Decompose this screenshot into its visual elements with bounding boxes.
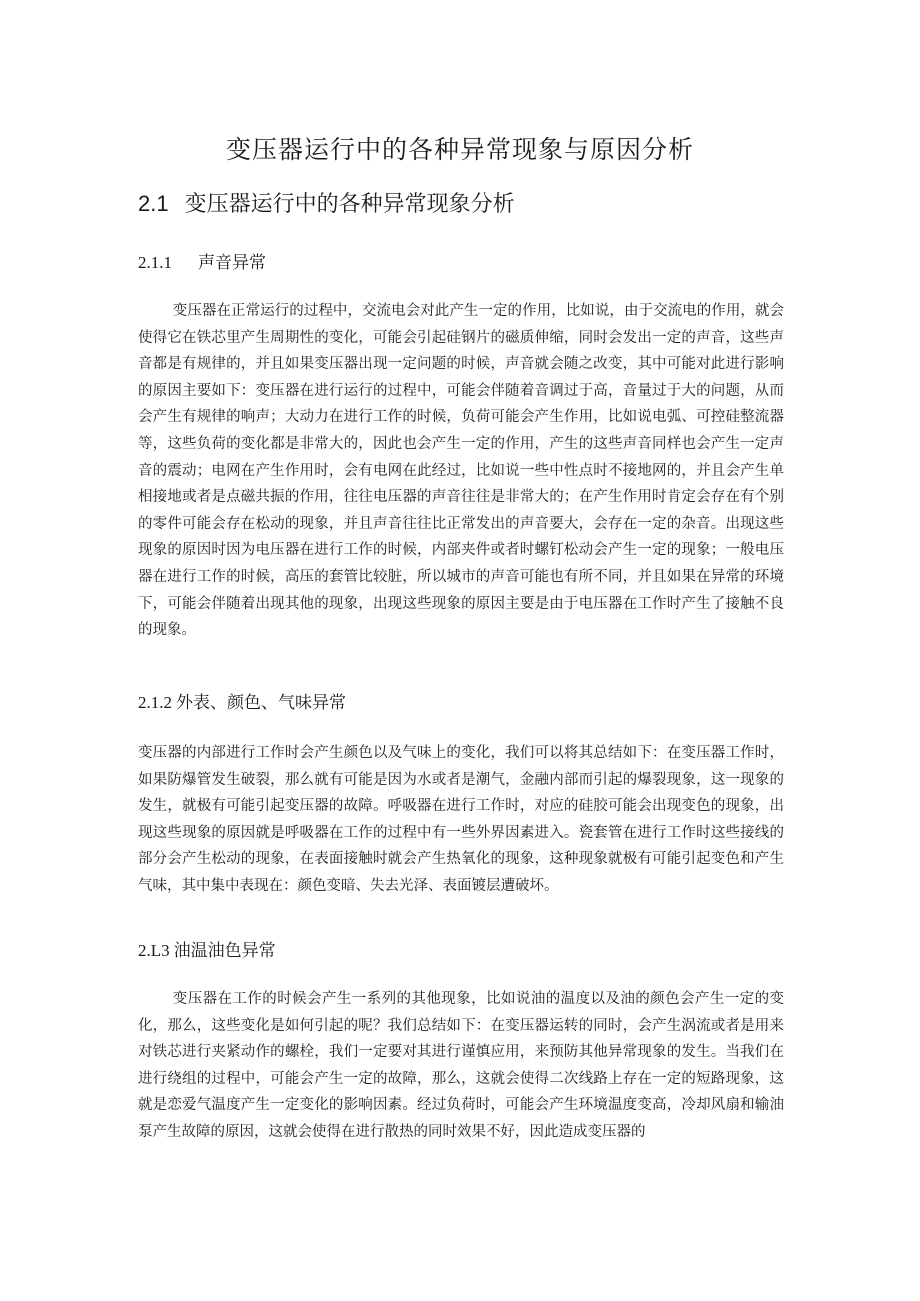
section-title: 变压器运行中的各种异常现象分析 bbox=[184, 192, 515, 217]
subsection-title: 外表、颜色、气味异常 bbox=[176, 693, 346, 713]
subsection-title: 油温油色异常 bbox=[173, 941, 276, 961]
subsection-number: 2.L3 bbox=[138, 941, 170, 960]
subsection-number: 2.1.2 bbox=[138, 693, 172, 712]
paragraph-oil-abnormal: 变压器在工作的时候会产生一系列的其他现象，比如说油的温度以及油的颜色会产生一定的变化，那么，这些变化是如何引起的呢？我们总结如下：在变压器运转的同时，会产生涡流或者是用来对铁芯进行夹紧动作的螺栓，我们一定要对其进行谨慎应用，来预防其他异常现象的发生。当我们在进行绕组的过程中，可能会产生一定的故障，那么，这就会使得二次线路上存在一定的短路现象，这就是恋爱气温度产生一定变化的影响因素。经过负荷时，可能会产生环境温度变高，冷却风扇和输油泵产生故障的原因，这就会使得在进行散热的同时效果不好，因此造成变压器的 bbox=[138, 991, 784, 1140]
paragraph-appearance-abnormal: 变压器的内部进行工作时会产生颜色以及气味上的变化，我们可以将其总结如下：在变压器工作时，如果防爆管发生破裂，那么就有可能是因为水或者是潮气，金融内部而引起的爆裂现象，这一现象的发生，就极有可能引起变压器的故障。呼吸器在进行工作时，对应的硅胶可能会出现变色的现象，出现这些现象的原因就是呼吸器在工作的过程中有一些外界因素进入。瓷套管在进行工作时这些接线的部分会产生松动的现象，在表面接触时就会产生热氧化的现象，这种现象就极有可能引起变色和产生气味，其中集中表现在：颜色变暗、失去光泽、表面镀层遭破坏。 bbox=[138, 745, 784, 894]
paragraph-sound-abnormal: 变压器在正常运行的过程中，交流电会对此产生一定的作用，比如说，由于交流电的作用，就会使得它在铁芯里产生周期性的变化，可能会引起硅钢片的磁质伸缩，同时会发出一定的声音，这些声音都是有规律的，并且如果变压器出现一定问题的时候，声音就会随之改变，其中可能对此进行影响的原因主要如下：变压器在进行运行的过程中，可能会伴随着音调过于高，音量过于大的问题，从而会产生有规律的响声；大动力在进行工作的时候，负荷可能会产生作用，比如说电弧、可控硅整流器等，这些负荷的变化都是非常大的，因此也会产生一定的作用，产生的这些声音同样也会产生一定声音的震动；电网在产生作用时，会有电网在此经过，比如说一些中性点时不接地网的，并且会产生单相接地或者是点磁共振的作用，往往电压器的声音往往是非常大的；在产生作用时肯定会存在有个别的零件可能会存在松动的现象，并且声音往往比正常发出的声音要大，会存在一定的杂音。出现这些现象的原因时因为电压器在进行工作的时候，内部夹件或者时螺钉松动会产生一定的现象；一般电压器在进行工作的时候，高压的套管比较脏，所以城市的声音可能也有所不同，并且如果在异常的环境下，可能会伴随着出现其他的现象，出现这些现象的原因主要是由于电压器在工作时产生了接触不良的现象。 bbox=[138, 303, 784, 639]
subsection-heading-oil bbox=[138, 938, 276, 964]
subsection-heading-sound bbox=[138, 250, 266, 276]
section-number: 2.1 bbox=[138, 191, 169, 216]
subsection-number: 2.1.1 bbox=[138, 253, 172, 272]
subsection-title: 声音异常 bbox=[198, 253, 266, 273]
subsection-heading-appearance bbox=[138, 690, 346, 716]
section-heading bbox=[138, 188, 515, 221]
document-title: 变压器运行中的各种异常现象与原因分析 bbox=[225, 135, 694, 164]
